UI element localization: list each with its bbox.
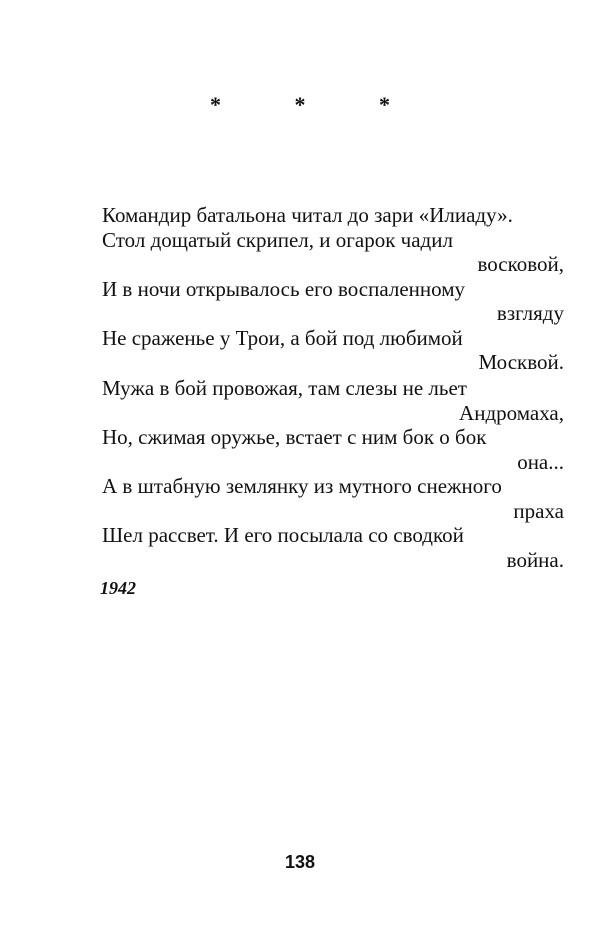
stanza-1 — [102, 203, 564, 375]
poem-line-continuation: взгляду — [496, 301, 564, 325]
poem-line: А в штабную землянку из мутного снежного — [102, 474, 502, 498]
poem-line-continuation: она... — [517, 449, 564, 474]
poem-line-continuation: Андромаха, — [459, 400, 564, 425]
page-number: 138 — [284, 852, 316, 872]
poem-line-continuation: восковой, — [477, 252, 564, 276]
poem-line-continuation: Москвой. — [478, 350, 564, 374]
poem-line: Командир батальона читал до зари «Илиаду». — [102, 203, 513, 227]
poem-line: Но, сжимая оружье, встает с ним бок о бок — [102, 425, 487, 449]
poem-line: И в ночи открывалось его воспаленному — [102, 276, 466, 301]
poem-date: 1942 — [100, 578, 136, 598]
poem-line-continuation: праха — [513, 498, 564, 523]
poem-line: Не сраженье у Трои, а бой под любимой — [102, 325, 463, 350]
stanza-2 — [102, 376, 564, 572]
poem-line: Стол дощатый скрипел, и огарок чадил — [102, 227, 453, 252]
poem-line: Мужа в бой провожая, там слезы не льет — [102, 376, 467, 400]
asterism-ornament: * * * — [210, 92, 424, 117]
poem-line: Шел рассвет. И его посылала со сводкой — [102, 523, 464, 547]
poem-line-continuation: война. — [506, 547, 564, 572]
